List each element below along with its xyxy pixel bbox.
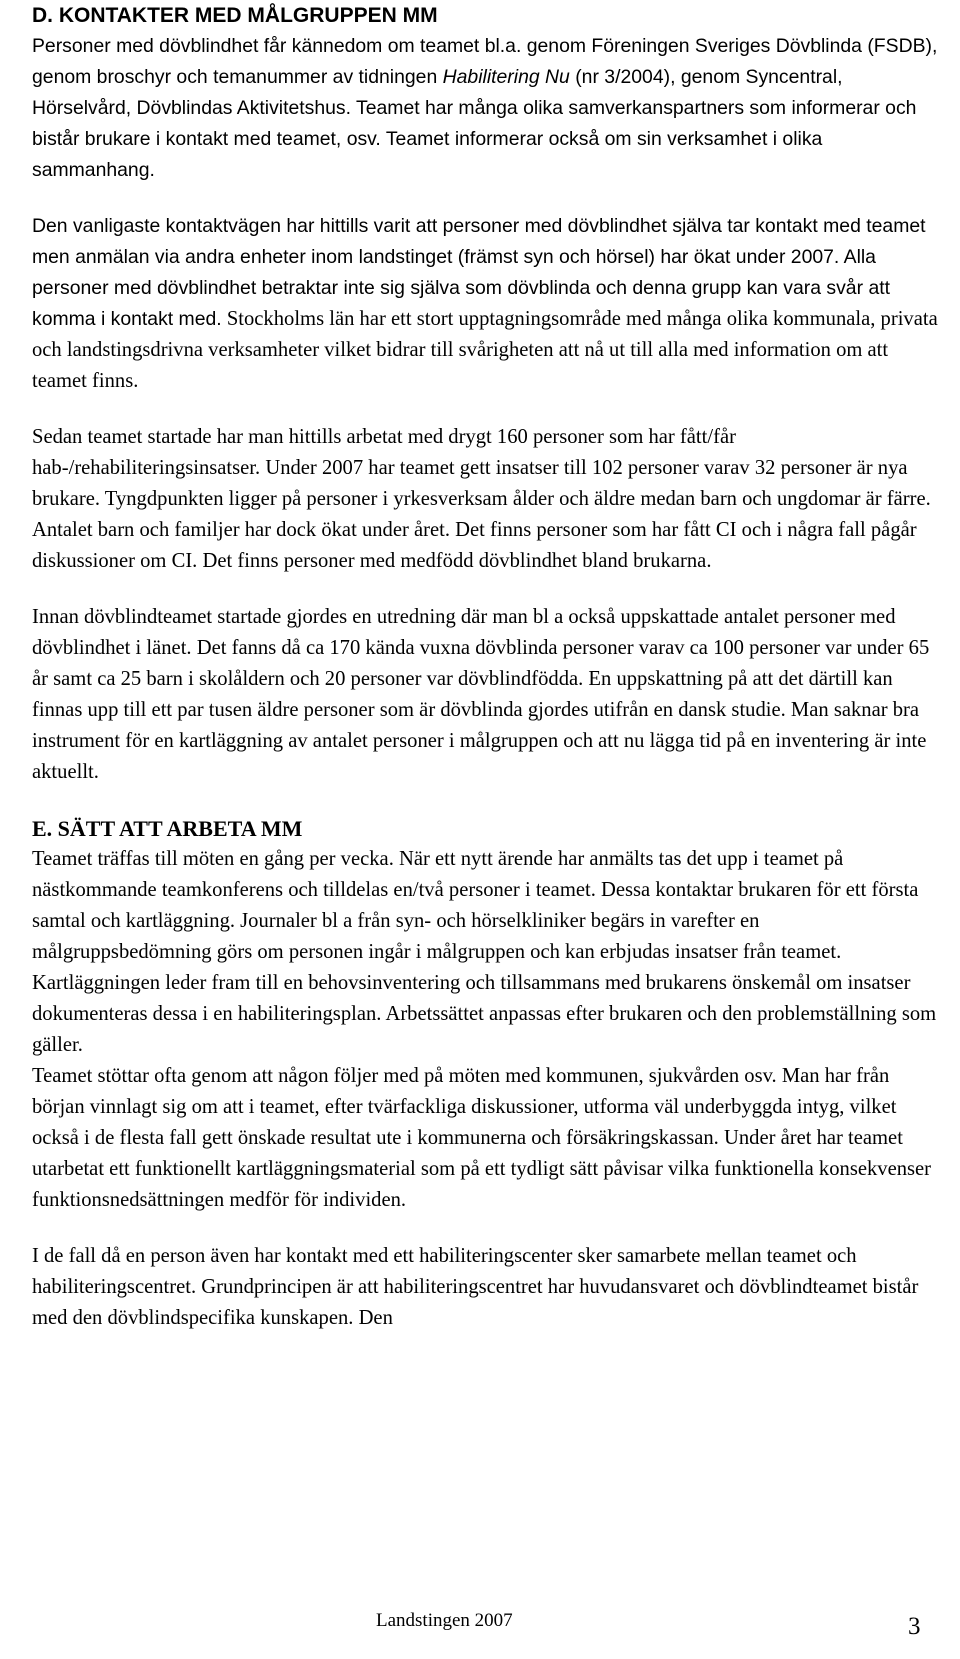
section-d-p2-sans: Den vanligaste kontaktvägen har hittills varit att personer med dövblindhet själva tar kontakt med teamet men anmälan via andra enheter inom landstinget (främst syn och hörsel) har ökat under 2007. Alla personer med dövblindhet betraktar inte sig själva som dövblinda och denna grupp kan vara svår att komma i kontakt med. xyxy=(32,215,926,330)
section-d-p1-part2: (nr 3/2004), genom Syncentral, Hörselvård, Dövblindas Aktivitetshus. Teamet har många olika samverkanspartners som informerar och bistår brukare i kontakt med teamet, osv. Teamet informerar också om sin verksamhet i olika sammanhang. xyxy=(32,66,917,181)
footer-text: Landstingen 2007 xyxy=(376,1610,513,1631)
section-d-paragraph-1 xyxy=(32,31,938,186)
magazine-title: Habilitering Nu xyxy=(442,66,570,88)
section-d-heading: D. KONTAKTER MED MÅLGRUPPEN MM xyxy=(32,4,438,27)
section-d-p2-serif: Stockholms län har ett stort upptagningsområde med många olika kommunala, privata och landstingsdrivna verksamheter vilket bidrar till svårigheten att nå ut till alla med information om att teamet finns. xyxy=(32,308,938,392)
section-e-paragraph-3: I de fall då en person även har kontakt med ett habiliteringscenter sker samarbete mellan teamet och habiliteringscentret. Grundprincipen är att habiliteringscentret har huvudansvaret och dövblindteamet bistår med den dövblindspecifika kunskapen. Den xyxy=(32,1245,919,1329)
section-d-paragraph-2 xyxy=(32,211,938,397)
section-d-paragraph-4: Innan dövblindteamet startade gjordes en utredning där man bl a också uppskattade antalet personer med dövblindhet i länet. Det fanns då ca 170 kända vuxna dövblinda personer varav ca 100 personer var under 65 år samt ca 25 barn i skolåldern och 20 personer var dövblindfödda. En uppskattning på att det därtill kan finnas upp till ett par tusen äldre personer som är dövblinda gjordes utifrån en dansk studie. Man saknar bra instrument för en kartläggning av antalet personer i målgruppen och att nu lägga tid på en inventering är inte aktuellt. xyxy=(32,606,930,783)
section-e-heading: E. SÄTT ATT ARBETA MM xyxy=(32,816,303,841)
section-d-paragraph-3: Sedan teamet startade har man hittills arbetat med drygt 160 personer som har fått/får hab-/rehabiliteringsinsatser. Under 2007 har teamet gett insatser till 102 personer varav 32 personer är nya brukare. Tyngdpunkten ligger på personer i yrkesverksam ålder och äldre medan barn och ungdomar är färre. Antalet barn och familjer har dock ökat under året. Det finns personer som har fått CI och i några fall pågår diskussioner om CI. Det finns personer med medfödd dövblindhet bland brukarna. xyxy=(32,426,931,572)
section-e-paragraph-2: Teamet stöttar ofta genom att någon följer med på möten med kommunen, sjukvården osv. Man har från början vinnlagt sig om att i teamet, efter tvärfackliga diskussioner, utforma väl underbyggda intyg, vilket också i de flesta fall gett önskade resultat ute i kommunerna och försäkringskassan. Under året har teamet utarbetat ett funktionellt kartläggningsmaterial som på ett tydligt sätt påvisar vilka funktionella konsekvenser funktionsnedsättningen medför för individen. xyxy=(32,1065,932,1211)
page-number: 3 xyxy=(908,1613,921,1640)
section-d-p1-part1: Personer med dövblindhet får kännedom om teamet bl.a. genom Föreningen Sveriges Dövblinda (FSDB), genom broschyr och temanummer av tidningen xyxy=(32,35,938,88)
document-page xyxy=(32,0,938,1334)
section-e-paragraph-1: Teamet träffas till möten en gång per vecka. När ett nytt ärende har anmälts tas det upp i teamet på nästkommande teamkonferens och tilldelas en/två personer i teamet. Dessa kontaktar brukaren för ett första samtal och kartläggning. Journaler bl a från syn- och hörselkliniker begärs in varefter en målgruppsbedömning görs om personen ingår i målgruppen och kan erbjudas insatser från teamet. Kartläggningen leder fram till en behovsinventering och tillsammans med brukarens önskemål om insatser dokumenteras dessa i en habiliteringsplan. Arbetssättet anpassas efter brukaren och den problemställning som gäller. xyxy=(32,848,937,1056)
